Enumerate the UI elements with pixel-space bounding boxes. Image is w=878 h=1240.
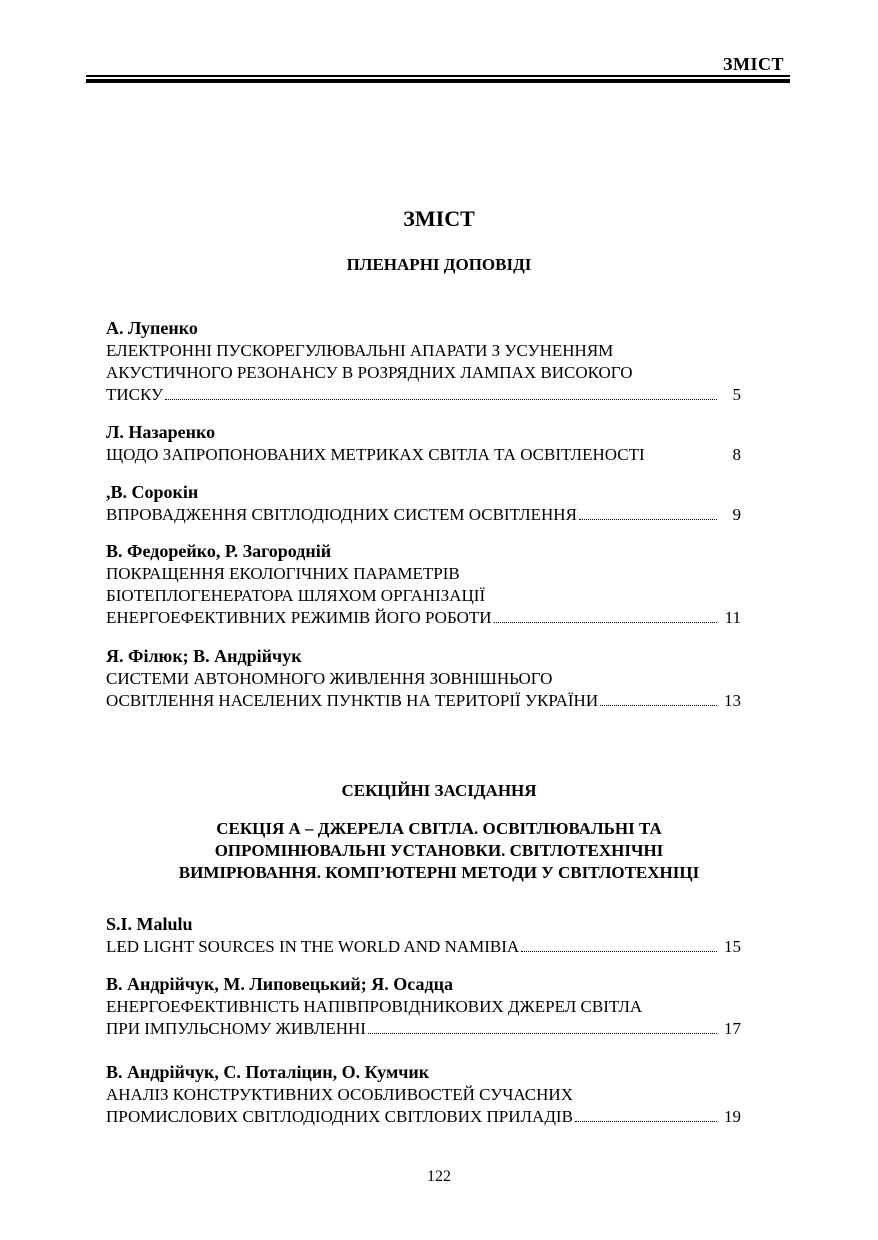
dot-leader <box>579 519 717 520</box>
toc-entry <box>106 420 741 466</box>
entry-authors: А. Лупенко <box>106 318 198 338</box>
entry-title-line: БІОТЕПЛОГЕНЕРАТОРА ШЛЯХОМ ОРГАНІЗАЦІЇ <box>106 586 486 605</box>
entry-title-line: ТИСКУ <box>106 385 164 404</box>
entry-authors: ,В. Сорокін <box>106 482 199 502</box>
dot-leader <box>494 622 717 623</box>
entry-authors: В. Андрійчук, М. Липовецький; Я. Осадца <box>106 974 453 994</box>
entry-title-line: СИСТЕМИ АВТОНОМНОГО ЖИВЛЕННЯ ЗОВНІШНЬОГО <box>106 669 553 688</box>
section-a-heading <box>0 818 878 884</box>
entry-title-line: ЕЛЕКТРОННІ ПУСКОРЕГУЛЮВАЛЬНІ АПАРАТИ З УСУНЕННЯМ <box>106 341 614 360</box>
section-a-heading-line: СЕКЦІЯ А – ДЖЕРЕЛА СВІТЛА. ОСВІТЛЮВАЛЬНІ ТА <box>216 819 662 838</box>
toc-entry <box>106 480 741 526</box>
entry-last-line <box>106 607 741 629</box>
entry-title-line: АКУСТИЧНОГО РЕЗОНАНСУ В РОЗРЯДНИХ ЛАМПАХ ВИСОКОГО <box>106 363 633 382</box>
page-number: 122 <box>427 1168 451 1185</box>
entry-title-line: ЕНЕРГОЕФЕКТИВНИХ РЕЖИМІВ ЙОГО РОБОТИ <box>106 608 492 627</box>
entry-authors: Я. Філюк; В. Андрійчук <box>106 646 302 666</box>
entry-last-line <box>106 384 741 406</box>
entry-page-number: 5 <box>732 385 741 404</box>
toc-entry <box>106 912 741 958</box>
entry-title-line: ЕНЕРГОЕФЕКТИВНІСТЬ НАПІВПРОВІДНИКОВИХ ДЖЕРЕЛ СВІТЛА <box>106 997 643 1016</box>
entry-last-line <box>106 504 741 526</box>
header-rule-thick <box>86 79 790 83</box>
dot-leader <box>521 951 717 952</box>
toc-entry <box>106 539 741 629</box>
entry-last-line <box>106 1106 741 1128</box>
entry-last-line <box>106 936 741 958</box>
dot-leader <box>165 399 717 400</box>
entry-last-line <box>106 690 741 712</box>
toc-entry <box>106 316 741 406</box>
plenary-heading: ПЛЕНАРНІ ДОПОВІДІ <box>346 255 532 274</box>
entry-page-number: 8 <box>732 445 741 464</box>
entry-authors: В. Федорейко, Р. Загородній <box>106 541 332 561</box>
entry-page-number: 15 <box>724 937 741 956</box>
entry-page-number: 17 <box>724 1019 741 1038</box>
entry-title-line: ПРОМИСЛОВИХ СВІТЛОДІОДНИХ СВІТЛОВИХ ПРИЛАДІВ <box>106 1107 573 1126</box>
toc-entry <box>106 972 741 1040</box>
entry-last-line <box>106 1018 741 1040</box>
entry-last-line <box>106 444 741 466</box>
entry-title-line: ОСВІТЛЕННЯ НАСЕЛЕНИХ ПУНКТІВ НА ТЕРИТОРІЇ УКРАЇНИ <box>106 691 599 710</box>
dot-leader <box>575 1121 717 1122</box>
entry-authors: В. Андрійчук, С. Поталіцин, О. Кумчик <box>106 1062 430 1082</box>
section-a-heading-line: ВИМІРЮВАННЯ. КОМП’ЮТЕРНІ МЕТОДИ У СВІТЛОТЕХНІЦІ <box>178 863 700 882</box>
dot-leader <box>600 705 717 706</box>
entry-title-line: ЩОДО ЗАПРОПОНОВАНИХ МЕТРИКАХ СВІТЛА ТА ОСВІТЛЕНОСТІ <box>106 445 645 464</box>
entry-title-line: ВПРОВАДЖЕННЯ СВІТЛОДІОДНИХ СИСТЕМ ОСВІТЛЕННЯ <box>106 505 577 524</box>
dot-leader <box>368 1033 717 1034</box>
entry-page-number: 19 <box>724 1107 741 1126</box>
entry-page-number: 9 <box>732 505 741 524</box>
toc-entry <box>106 644 741 712</box>
entry-authors: S.I. Malulu <box>106 914 193 934</box>
entry-title-line: ПРИ ІМПУЛЬСНОМУ ЖИВЛЕННІ <box>106 1019 366 1038</box>
sections-heading: СЕКЦІЙНІ ЗАСІДАННЯ <box>341 781 537 800</box>
toc-entry <box>106 1060 741 1128</box>
entry-title-line: АНАЛІЗ КОНСТРУКТИВНИХ ОСОБЛИВОСТЕЙ СУЧАСНИХ <box>106 1085 573 1104</box>
section-a-heading-line: ОПРОМІНЮВАЛЬНІ УСТАНОВКИ. СВІТЛОТЕХНІЧНІ <box>214 841 664 860</box>
entry-title-line: LED LIGHT SOURCES IN THE WORLD AND NAMIBIA <box>106 937 520 956</box>
entry-title-line: ПОКРАЩЕННЯ ЕКОЛОГІЧНИХ ПАРАМЕТРІВ <box>106 564 460 583</box>
header-rule-thin <box>86 75 790 77</box>
entry-page-number: 13 <box>724 691 741 710</box>
entry-page-number: 11 <box>724 608 741 627</box>
page-title: ЗМІСТ <box>403 206 475 231</box>
running-header-title: ЗМІСТ <box>723 54 784 74</box>
entry-authors: Л. Назаренко <box>106 422 216 442</box>
